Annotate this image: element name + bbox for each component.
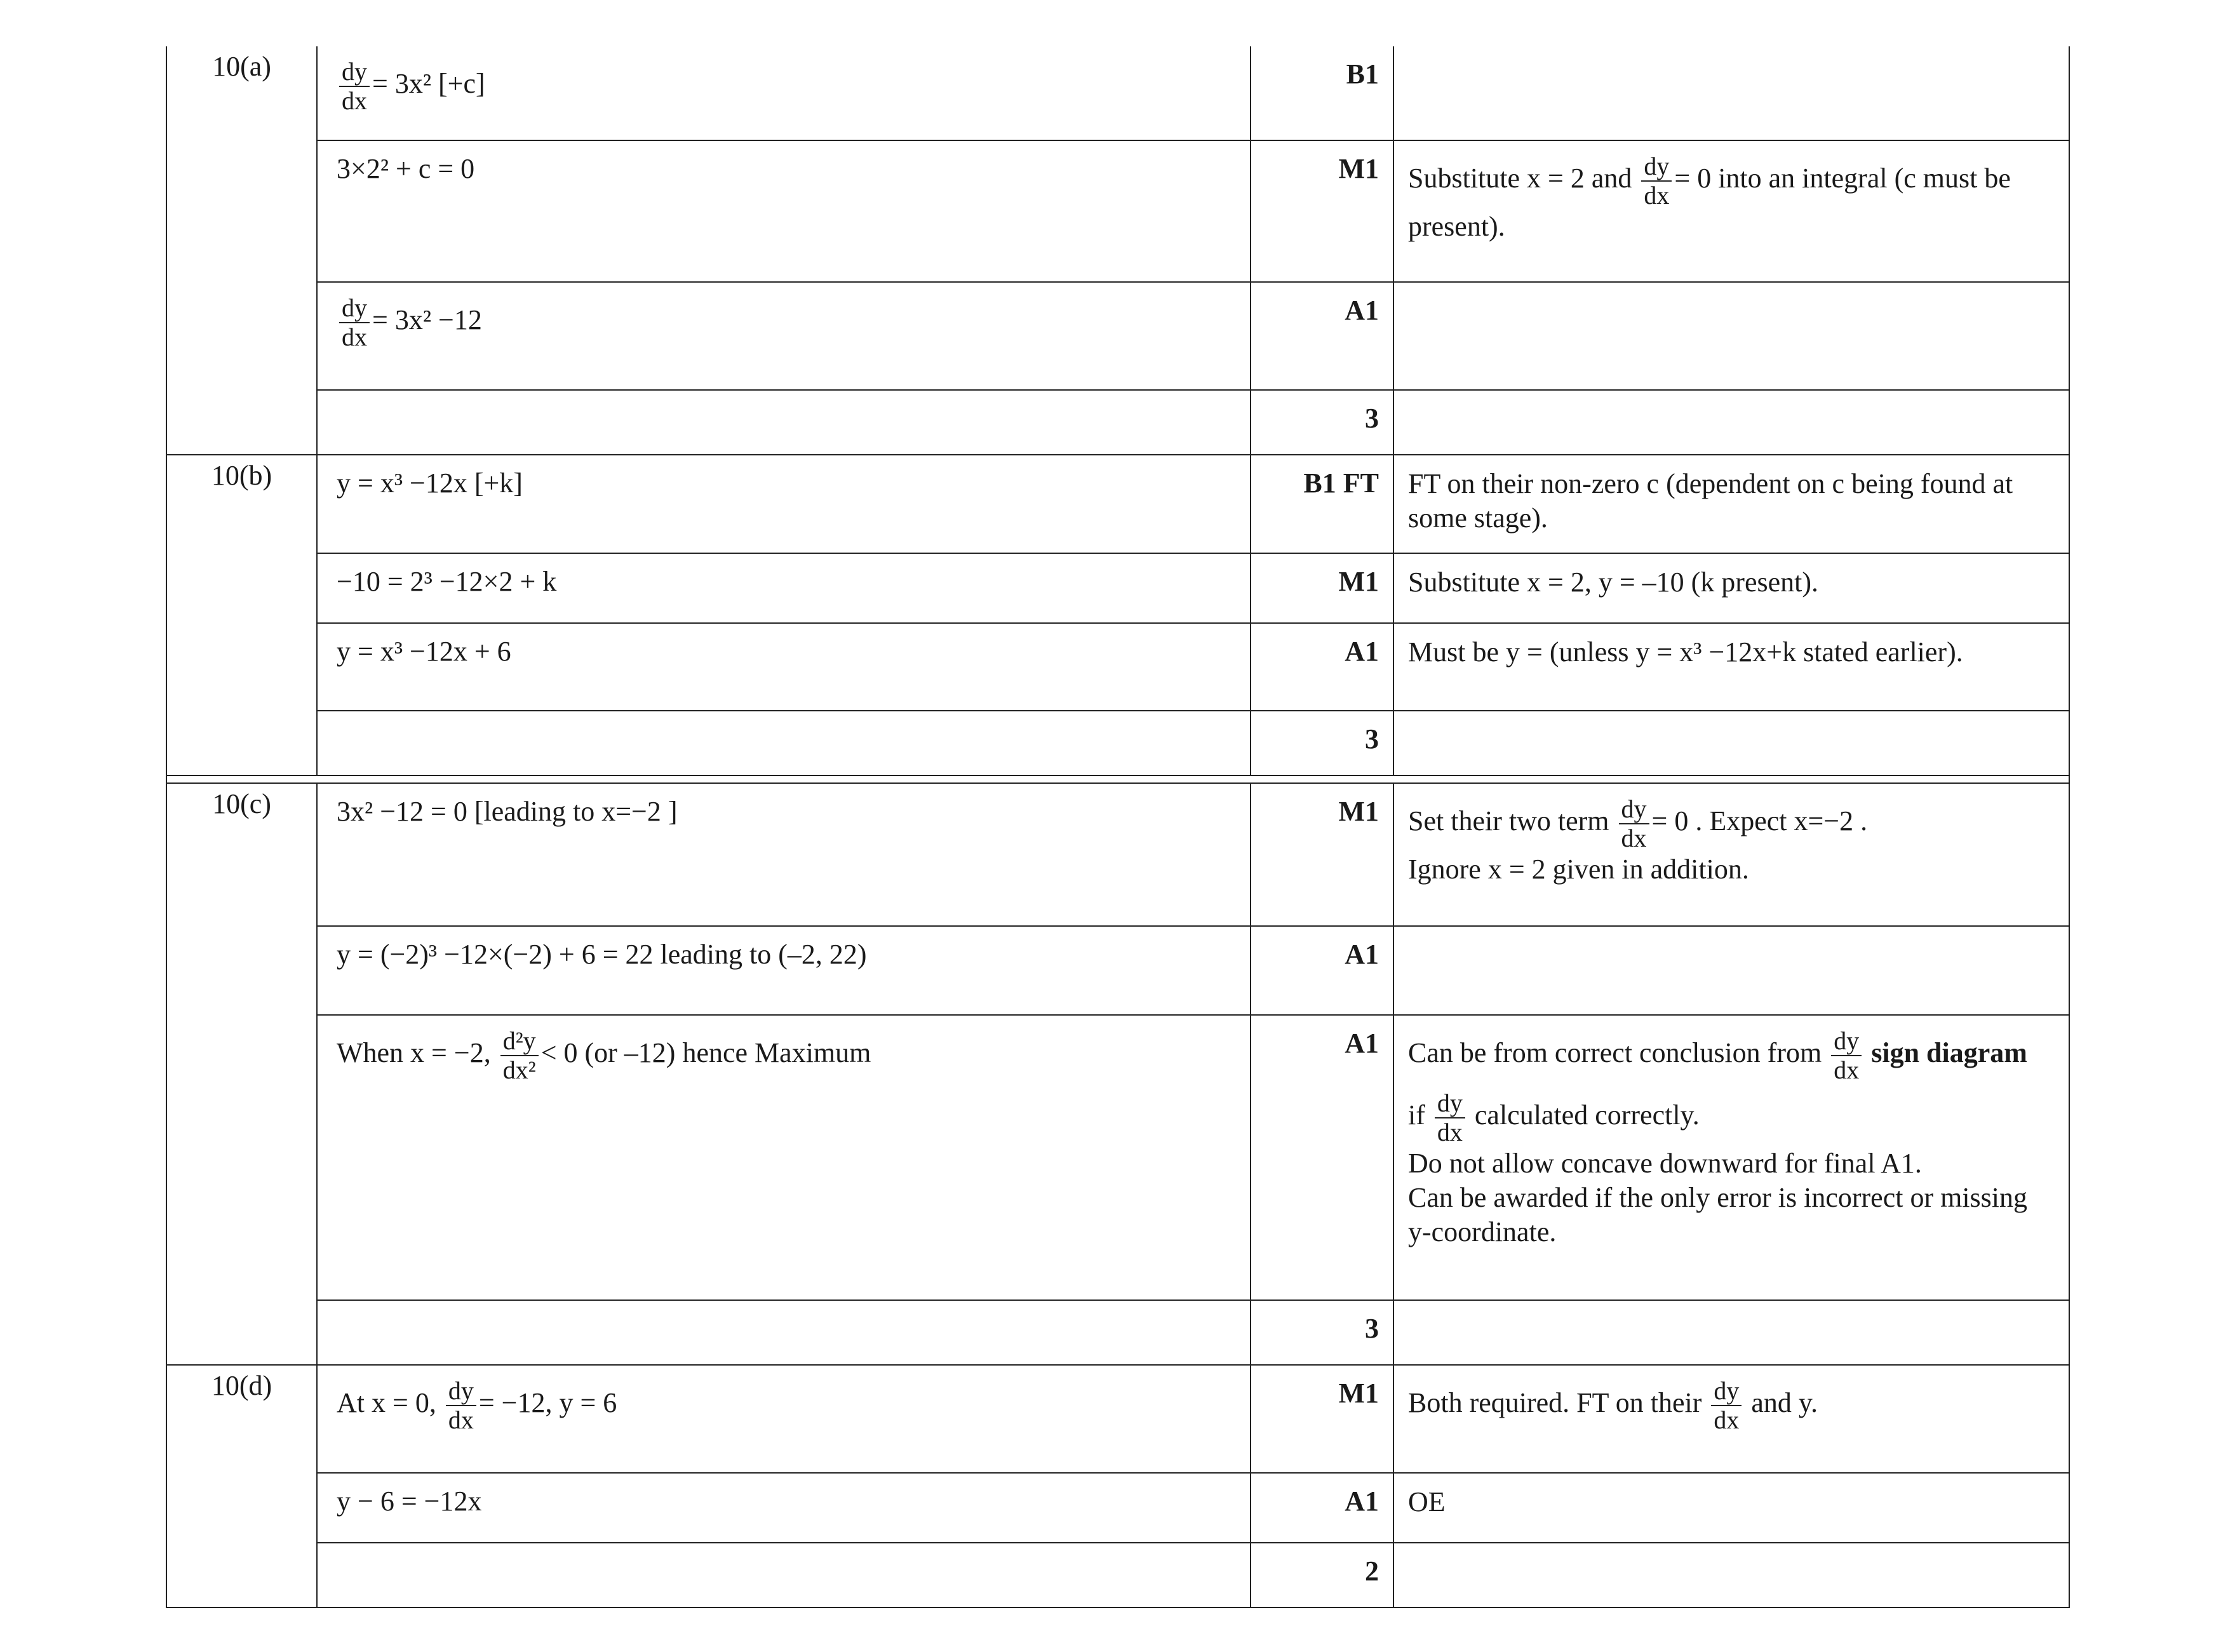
second-derivative-fraction: $\frac{\text{d²y}}{\text{dx²}}$ [500,1027,539,1084]
guidance-cell: Can be from correct conclusion from $\frac{dy}{dx}$ sign diagram if $\frac{dy}{dx}$ calculated correctly. Do not allow concave downward for final A1. Can be awarded if the only error is incorrect or missing y-coordinate. [1393,1014,2070,1299]
table-row [166,553,2070,622]
guidance-cell [1393,925,2070,1014]
derivative-fraction: $\frac{dy}{dx}$ [446,1377,476,1434]
guidance-cell: Must be y = (unless y = x³ −12x+k stated earlier). [1393,622,2070,710]
table-row [166,710,2070,775]
table-row [166,784,2070,925]
answer-cell: y = (−2)³ −12×(−2) + 6 = 22 leading to (–2, 22) [316,925,1250,1014]
mark-cell: M1 [1250,1364,1393,1472]
table-row [166,140,2070,281]
guidance-cell: FT on their non-zero c (dependent on c being found at some stage). [1393,454,2070,553]
mark-cell: A1 [1250,925,1393,1014]
derivative-fraction: $\frac{dy}{dx}$ [1619,795,1649,852]
answer-cell: y − 6 = −12x [316,1472,1250,1542]
mark-cell: A1 [1250,281,1393,389]
guidance-cell: OE [1393,1472,2070,1542]
mark-cell: M1 [1250,784,1393,925]
guidance-cell [1393,46,2070,140]
derivative-fraction: $\frac{dy}{dx}$ [339,58,370,115]
answer-cell: 3x² −12 = 0 [leading to x=−2 ] [316,784,1250,925]
derivative-fraction: $\frac{dy}{dx}$ [1435,1089,1465,1146]
mark-scheme-table [166,46,2070,1608]
answer-cell: $\frac{dy}{dx}$ = 3x² [+c] [316,46,1250,140]
answer-cell [316,389,1250,454]
answer-cell: y = x³ −12x + 6 [316,622,1250,710]
answer-cell [316,1299,1250,1364]
total-mark: 3 [1250,710,1393,775]
table-row [166,454,2070,553]
question-number: 10(c) [166,784,316,925]
table-row [166,1014,2070,1299]
derivative-fraction: $\frac{dy}{dx}$ [1641,152,1672,210]
answer-cell: 3×2² + c = 0 [316,140,1250,281]
mark-cell: M1 [1250,553,1393,622]
guidance-cell [1393,389,2070,454]
mark-cell: B1 [1250,46,1393,140]
table-row [166,1542,2070,1608]
mark-cell: A1 [1250,1014,1393,1299]
table-row [166,925,2070,1014]
answer-cell [316,710,1250,775]
table-row [166,389,2070,454]
derivative-fraction: $\frac{dy}{dx}$ [1831,1027,1862,1084]
table-row [166,46,2070,140]
answer-cell [316,1542,1250,1607]
total-mark: 2 [1250,1542,1393,1607]
table-row [166,281,2070,389]
answer-cell: $\frac{dy}{dx}$ = 3x² −12 [316,281,1250,389]
guidance-cell: Set their two term $\frac{dy}{dx}$ = 0 . Expect x=−2 . Ignore x = 2 given in addition. [1393,784,2070,925]
answer-cell: At x = 0, $\frac{dy}{dx}$ = −12, y = 6 [316,1364,1250,1472]
answer-cell: −10 = 2³ −12×2 + k [316,553,1250,622]
guidance-cell [1393,1542,2070,1607]
mark-cell: M1 [1250,140,1393,281]
question-number: 10(a) [166,46,316,140]
table-row [166,622,2070,710]
guidance-cell [1393,281,2070,389]
derivative-fraction: $\frac{dy}{dx}$ [339,294,370,351]
guidance-cell [1393,1299,2070,1364]
mark-cell: A1 [1250,622,1393,710]
table-row [166,1299,2070,1364]
answer-cell: y = x³ −12x [+k] [316,454,1250,553]
question-number: 10(d) [166,1364,316,1472]
section-divider [166,775,2070,784]
table-row [166,1364,2070,1472]
table-row [166,1472,2070,1542]
total-mark: 3 [1250,389,1393,454]
guidance-cell: Substitute x = 2 and $\frac{dy}{dx}$ = 0 into an integral (c must be present). [1393,140,2070,281]
total-mark: 3 [1250,1299,1393,1364]
question-number: 10(b) [166,454,316,553]
guidance-cell [1393,710,2070,775]
mark-cell: A1 [1250,1472,1393,1542]
guidance-cell: Both required. FT on their $\frac{dy}{dx}$ and y. [1393,1364,2070,1472]
mark-cell: B1 FT [1250,454,1393,553]
answer-cell: When x = −2, $\frac{\text{d²y}}{\text{dx²}}$ < 0 (or –12) hence Maximum [316,1014,1250,1299]
guidance-cell: Substitute x = 2, y = –10 (k present). [1393,553,2070,622]
derivative-fraction: $\frac{dy}{dx}$ [1711,1377,1741,1434]
